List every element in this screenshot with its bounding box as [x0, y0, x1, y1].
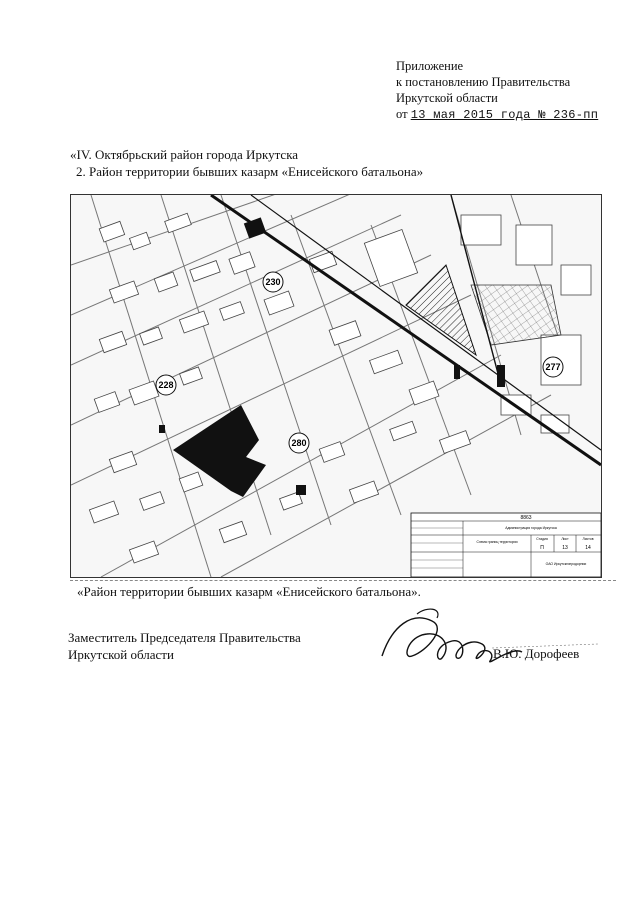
stamp-sheets-label: Листов [582, 537, 594, 541]
signatory-title [68, 629, 301, 663]
hatched-territory [406, 265, 476, 355]
signatory-name: В.Ю. Дорофеев [493, 646, 580, 661]
title-block-stamp [411, 513, 601, 577]
handwritten-signature [372, 606, 602, 676]
annex-line-2: к постановлению Правительства [396, 75, 571, 89]
annex-block [396, 58, 598, 123]
annex-title: Приложение [396, 59, 464, 73]
territory-map [70, 194, 602, 578]
marker-280-label: 280 [291, 438, 307, 448]
map-drawing [71, 195, 601, 577]
stamp-line1: Схема границ территории [476, 540, 518, 544]
stamp-sheet: 13 [562, 545, 568, 551]
stamp-sheet-label: Лист [561, 537, 569, 541]
section-heading: «IV. Октябрьский район города Иркутска [70, 147, 299, 162]
annex-from-label: от [396, 107, 408, 121]
stamp-title: Администрация города Иркутска [505, 526, 557, 530]
annex-line-3: Иркутской области [396, 91, 498, 105]
marker-228-label: 228 [158, 380, 174, 390]
stamp-code: 8863 [520, 515, 532, 521]
annex-date-number: 13 мая 2015 года № 236-пп [410, 108, 599, 122]
stamp-org: ОАО Иркутскгипродорнии [545, 562, 587, 566]
caption-divider [70, 580, 616, 581]
annex-date-line [396, 106, 598, 123]
stamp-sheets: 14 [585, 545, 591, 551]
map-caption: «Район территории бывших казарм «Енисейского батальона». [77, 584, 421, 599]
marker-277-label: 277 [545, 362, 561, 372]
stamp-stage: П [540, 545, 544, 551]
signatory-title-line1: Заместитель Председателя Правительства [68, 630, 301, 645]
subsection-heading: 2. Район территории бывших казарм «Енисейского батальона» [76, 164, 424, 179]
stamp-stage-label: Стадия [536, 537, 548, 541]
signatory-title-line2: Иркутской области [68, 647, 174, 662]
marker-230-label: 230 [265, 277, 281, 287]
industrial-block [471, 285, 561, 345]
